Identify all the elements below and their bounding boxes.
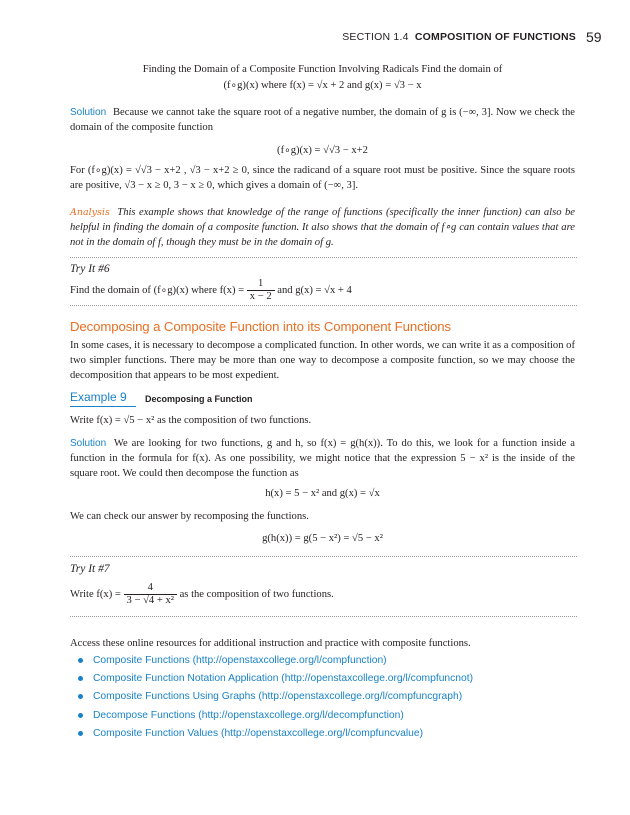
example-9-prompt: Write f(x) = √5 − x² as the composition of two functions. <box>70 415 312 426</box>
example-title: Decomposing a Function <box>145 394 253 404</box>
section-heading: Decomposing a Composite Function into its Component Functions <box>70 319 451 334</box>
intro-title-text: Finding the Domain of a Composite Function Involving Radicals Find the domain of <box>142 64 503 75</box>
resource-link[interactable] <box>78 673 473 691</box>
resource-link[interactable] <box>78 728 473 746</box>
fraction-denominator: x − 2 <box>249 291 272 302</box>
intro-formula: (f∘g)(x) where f(x) = √x + 2 and g(x) = √3 − x <box>223 80 422 91</box>
resource-link-text[interactable]: Decompose Functions (http://openstaxcollege.org/l/decompfunction) <box>93 709 404 721</box>
solution-label: Solution <box>70 438 107 449</box>
divider <box>70 257 577 258</box>
composite-formula: (f∘g)(x) = √√3 − x+2 <box>277 145 368 156</box>
resources-intro: Access these online resources for additional instruction and practice with composite functions. <box>70 638 471 649</box>
try-it-6-fraction <box>247 278 275 303</box>
bullet-icon <box>78 694 83 699</box>
section-intro-paragraph: In some cases, it is necessary to decompose a complicated function. In other words, we can write it as a composition of two simpler functions. There may be more than one way to decompose a composite function, so we may choose the decomposition that appears to be most expedient. <box>70 340 575 381</box>
try-it-7-text-after: as the composition of two functions. <box>179 588 334 600</box>
try-it-7-fraction <box>124 582 177 607</box>
decomposition-formula: h(x) = 5 − x² and g(x) = √x <box>265 488 380 499</box>
example-underline <box>70 406 136 407</box>
resource-link[interactable] <box>78 655 473 673</box>
intro-title <box>70 62 575 77</box>
analysis-text: This example shows that knowledge of the range of functions (specifically the inner function) can also be helpful in finding the domain of a composite function. It also shows that the domain of f∘g can contain values that are not in the domain of f, though they must be in the domain of g. <box>70 207 575 248</box>
running-header <box>0 31 576 43</box>
fraction-numerator: 1 <box>247 278 275 291</box>
try-it-6-text-after: and g(x) = √x + 4 <box>277 284 352 296</box>
divider <box>70 556 577 557</box>
check-formula: g(h(x)) = g(5 − x²) = √5 − x² <box>262 533 383 544</box>
analysis-paragraph <box>70 205 575 250</box>
resource-link[interactable] <box>78 710 473 728</box>
solution-1-paragraph <box>70 105 575 135</box>
fraction-denominator: 3 − √4 + x² <box>126 595 174 606</box>
try-it-6-label: Try It #6 <box>70 263 110 275</box>
example-9-solution <box>70 436 575 481</box>
example-9-solution-text: We are looking for two functions, g and h, so f(x) = g(h(x)). To do this, we look for a function inside a function in the formula for f(x). As one possibility, we might notice that the expression 5 − x² is the inside of the square root. We could then decompose the function as <box>70 438 575 479</box>
section-prefix: SECTION 1.4 <box>342 31 409 43</box>
check-text: We can check our answer by recomposing the functions. <box>70 511 309 522</box>
fraction-numerator: 4 <box>124 582 177 595</box>
resource-link-text[interactable]: Composite Functions Using Graphs (http://openstaxcollege.org/l/compfuncgraph) <box>93 691 463 703</box>
divider <box>70 305 577 306</box>
page-number: 59 <box>586 29 602 45</box>
resource-link-text[interactable]: Composite Functions (http://openstaxcollege.org/l/compfunction) <box>93 655 387 666</box>
example-word: Example <box>70 390 117 404</box>
solution-1-text: Because we cannot take the square root of a negative number, the domain of g is (−∞, 3]. Now we check the domain of the composite function <box>70 107 575 133</box>
resource-link-text[interactable]: Composite Function Values (http://openstaxcollege.org/l/compfuncvalue) <box>93 727 424 739</box>
bullet-icon <box>78 713 83 718</box>
resource-links-list <box>78 655 473 746</box>
solution-1-text-2: For (f∘g)(x) = √√3 − x+2 , √3 − x+2 ≥ 0, since the radicand of a square root must be positive. Since the square roots are positive, √3 − x ≥ 0, 3 − x ≥ 0, which gives a domain of (−∞, 3]. <box>70 165 575 191</box>
resource-link-text[interactable]: Composite Function Notation Application (http://openstaxcollege.org/l/compfuncnot) <box>93 673 474 685</box>
section-title: COMPOSITION OF FUNCTIONS <box>414 31 576 43</box>
try-it-6-text-before: Find the domain of (f∘g)(x) where f(x) = <box>70 284 245 296</box>
try-it-6-problem <box>70 278 575 303</box>
resource-link[interactable] <box>78 691 473 709</box>
example-label <box>70 390 127 404</box>
divider <box>70 616 577 617</box>
try-it-7-problem <box>70 582 575 607</box>
bullet-icon <box>78 676 83 681</box>
try-it-7-text-before: Write f(x) = <box>70 588 121 600</box>
example-number: 9 <box>120 390 127 404</box>
analysis-label: Analysis <box>70 207 110 218</box>
bullet-icon <box>78 731 83 736</box>
try-it-7-label: Try It #7 <box>70 563 110 575</box>
solution-label: Solution <box>70 107 107 118</box>
bullet-icon <box>78 658 83 663</box>
